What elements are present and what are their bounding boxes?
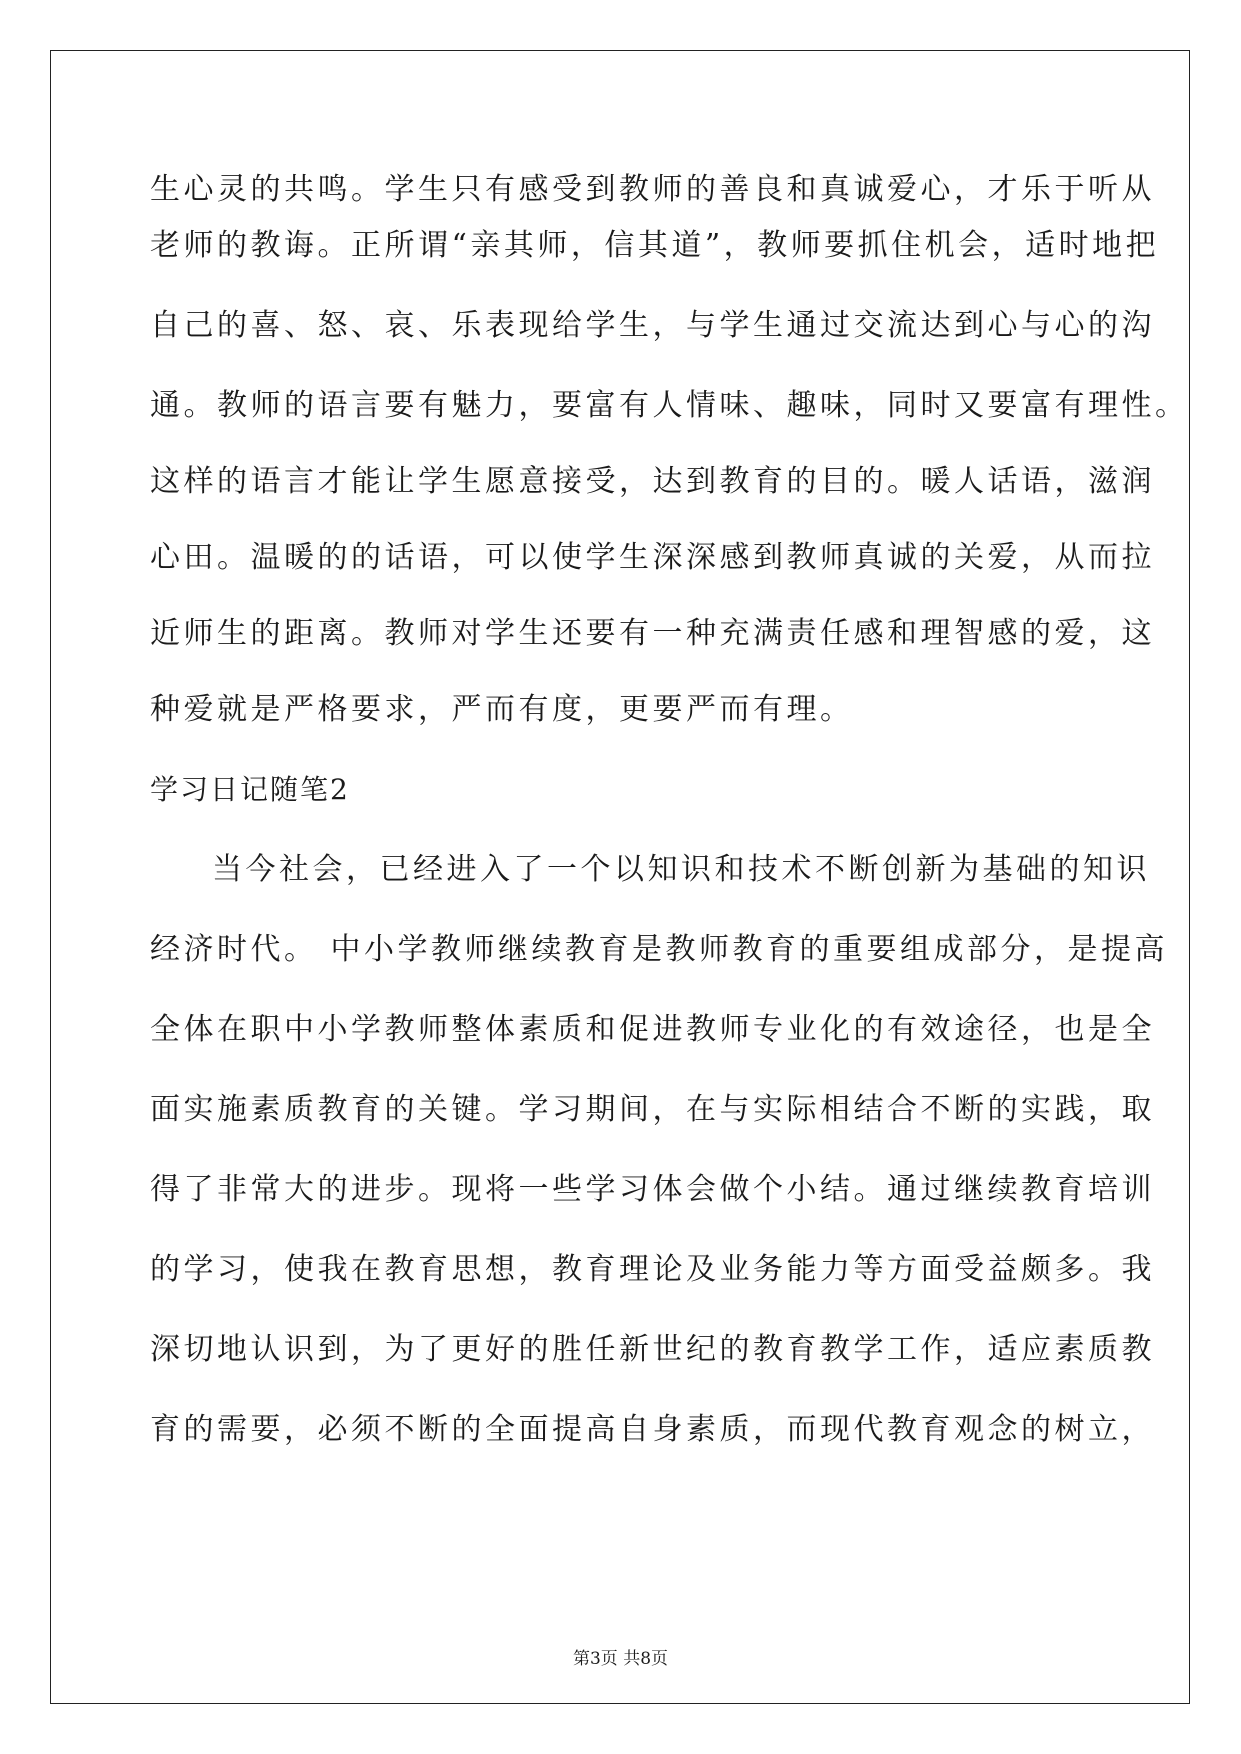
text-line: 这样的语言才能让学生愿意接受，达到教育的目的。暖人话语，滋润 [150, 464, 1155, 499]
text-line: 当今社会，已经进入了一个以知识和技术不断创新为基础的知识 [212, 852, 1150, 887]
text-line: 心田。温暖的的话语，可以使学生深深感到教师真诚的关爱，从而拉 [150, 540, 1155, 575]
text-line: 得了非常大的进步。现将一些学习体会做个小结。通过继续教育培训 [150, 1172, 1155, 1207]
section-heading: 学习日记随笔2 [150, 773, 350, 806]
text-line: 种爱就是严格要求，严而有度，更要严而有理。 [150, 692, 854, 727]
text-line: 深切地认识到，为了更好的胜任新世纪的教育教学工作，适应素质教 [150, 1332, 1155, 1367]
text-line: 通。教师的语言要有魅力，要富有人情味、趣味，同时又要富有理性。 [150, 388, 1189, 423]
page-number: 第3页 共8页 [572, 1649, 669, 1669]
text-line: 经济时代。 中小学教师继续教育是教师教育的重要组成部分，是提高 [150, 932, 1169, 967]
text-line: 近师生的距离。教师对学生还要有一种充满责任感和理智感的爱，这 [150, 616, 1155, 651]
text-line: 老师的教诲。正所谓“亲其师，信其道”，教师要抓住机会，适时地把 [150, 228, 1160, 263]
text-line: 育的需要，必须不断的全面提高自身素质，而现代教育观念的树立， [150, 1412, 1155, 1447]
text-line: 面实施素质教育的关键。学习期间，在与实际相结合不断的实践，取 [150, 1092, 1155, 1127]
text-line: 生心灵的共鸣。学生只有感受到教师的善良和真诚爱心，才乐于听从 [150, 172, 1155, 207]
text-line: 自己的喜、怒、哀、乐表现给学生，与学生通过交流达到心与心的沟 [150, 308, 1155, 343]
text-line: 全体在职中小学教师整体素质和促进教师专业化的有效途径，也是全 [150, 1012, 1155, 1047]
text-line: 的学习，使我在教育思想，教育理论及业务能力等方面受益颇多。我 [150, 1252, 1155, 1287]
